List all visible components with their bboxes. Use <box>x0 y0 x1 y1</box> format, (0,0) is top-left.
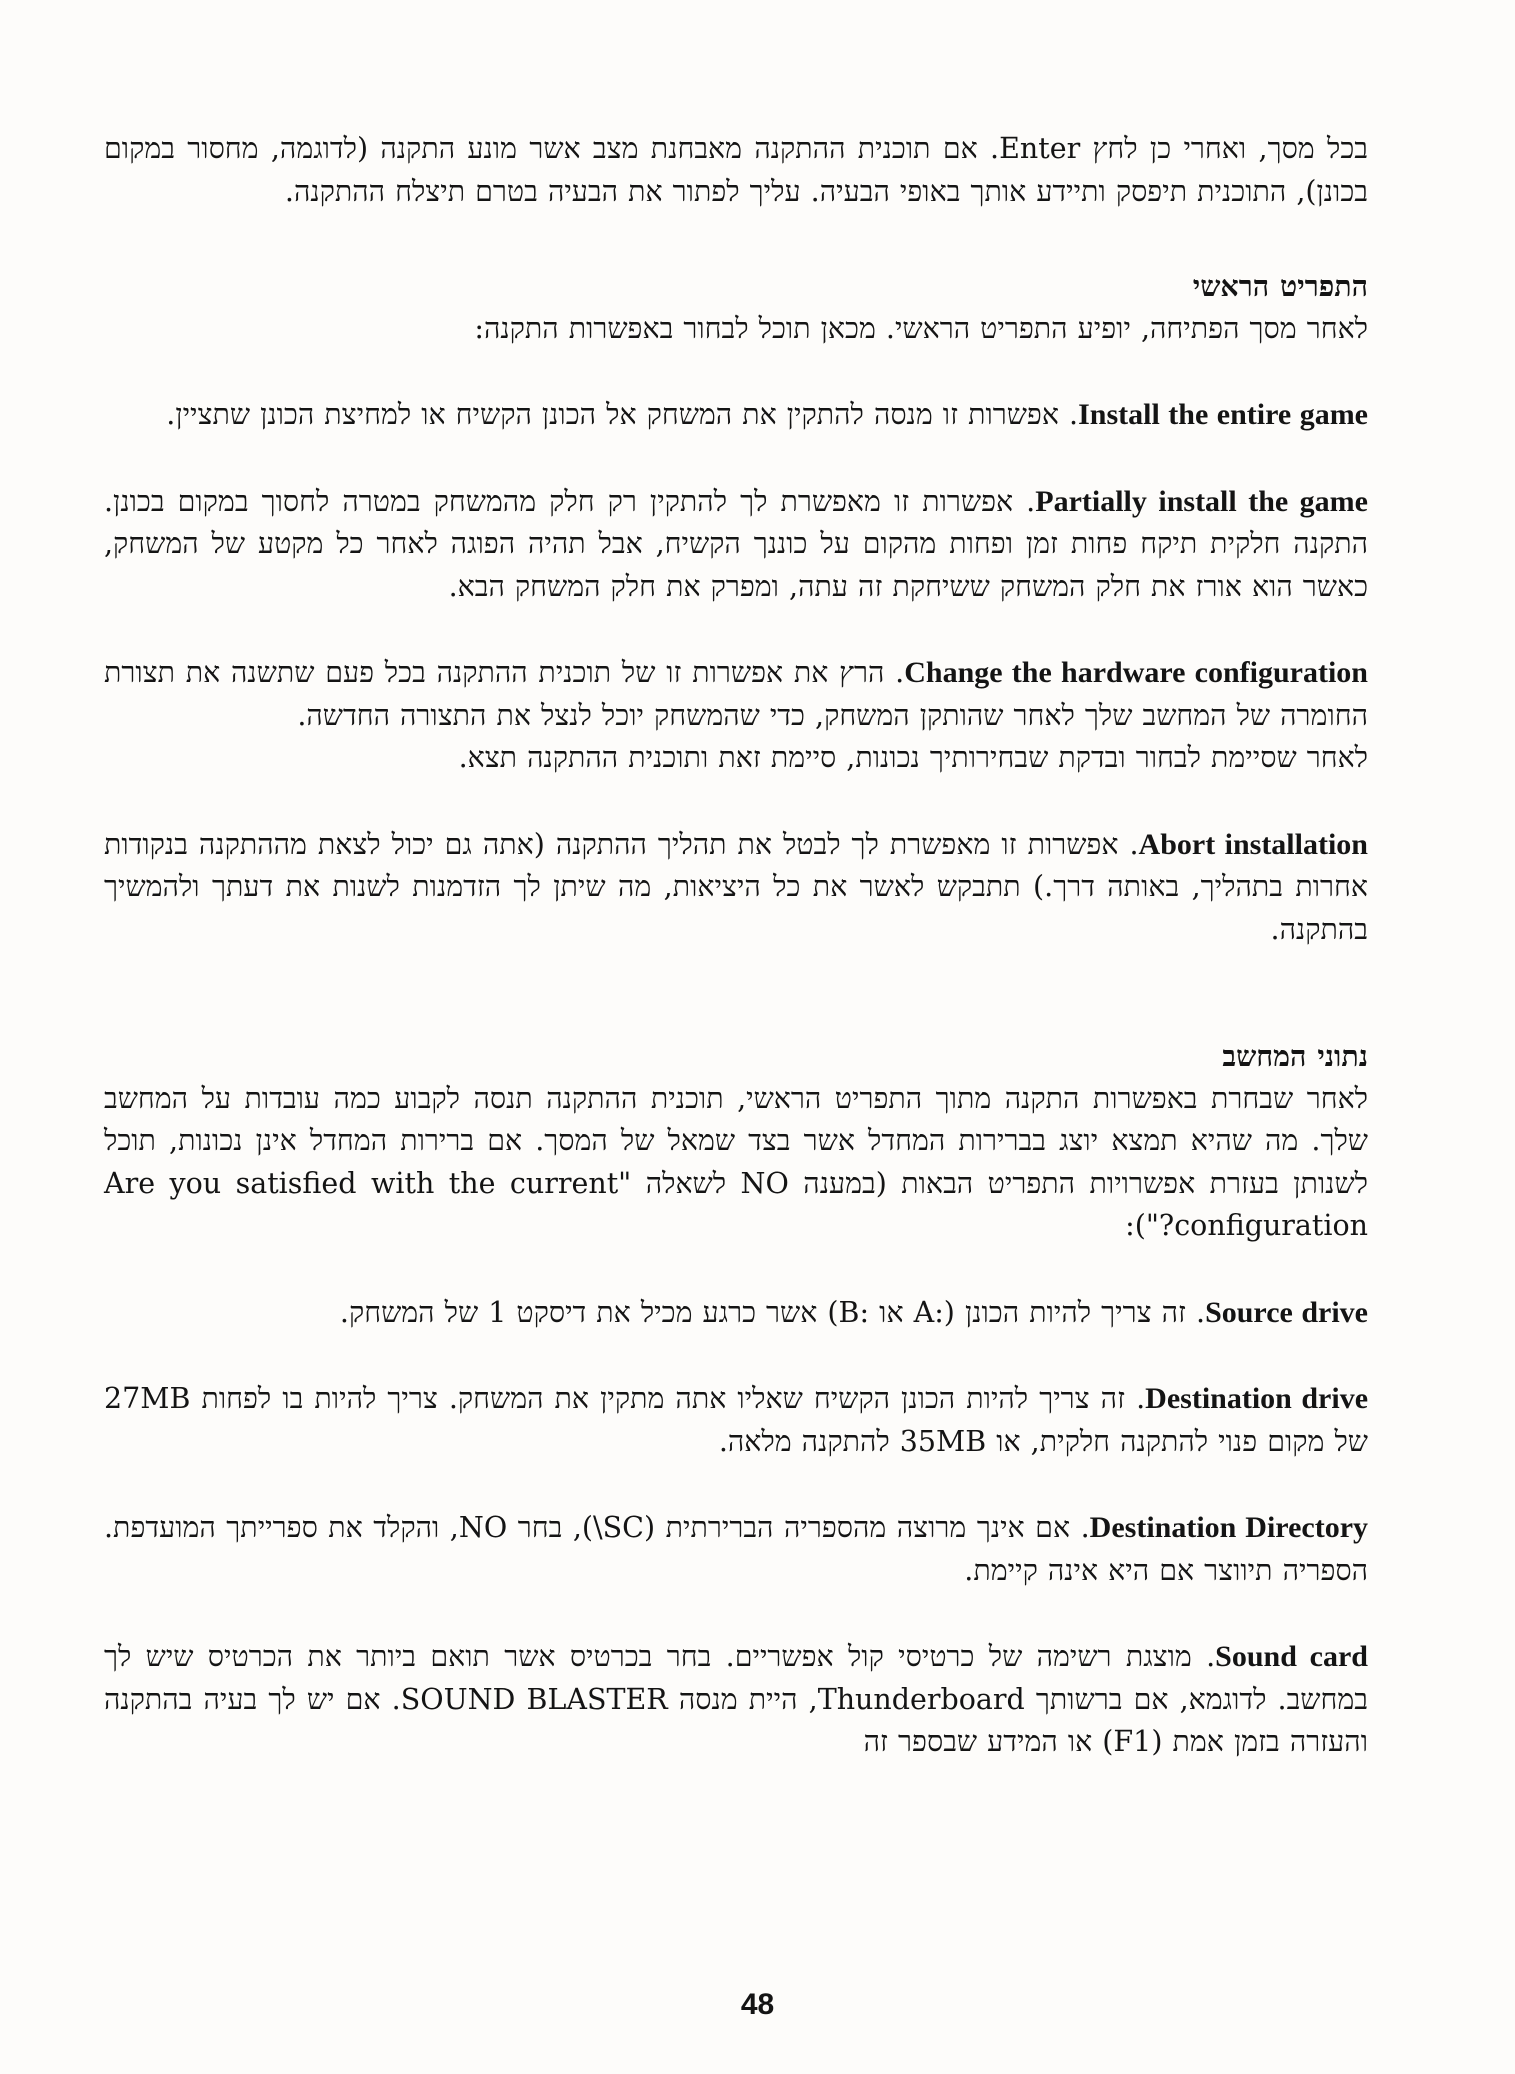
option-description: אפשרות זו מנסה להתקין את המשחק אל הכונן הקשיח או למחיצת הכונן שתציין. <box>166 398 1059 431</box>
option-description: אפשרות זו מאפשרת לך לבטל את תהליך ההתקנה (אתה גם יכול לצאת מההתקנה בנקודות אחרות בתהליך, באותה דרך.) תתבקש לאשר את כל היציאות, מה שיתן לך הזדמנות לשנות את דעתך ולהמשיך בהתקנה. <box>104 827 1368 946</box>
option-term: Destination Directory <box>1089 1511 1369 1544</box>
option-term: Sound card <box>1215 1640 1368 1673</box>
option-partial-install: Partially install the game. אפשרות זו מאפשרת לך להתקין רק חלק מהמשחק במטרה לחסוך במקום בכונן. התקנה חלקית תיקח פחות זמן ופחות מהקום על כוננך הקשיח, אבל תהיה הפוגה לאחר כל מקטע של המשחק, כאשר הוא אורז את חלק המשחק ששיחקת זה עתה, ומפרק את חלק המשחק הבא. <box>104 484 1368 603</box>
option-term: Change the hardware configuration <box>904 656 1368 689</box>
main-menu-intro: לאחר מסך הפתיחה, יופיע התפריט הראשי. מכאן תוכל לבחור באפשרות התקנה: <box>474 311 1368 345</box>
option-source-drive: Source drive. זה צריך להיות הכונן (:A או :B) אשר כרגע מכיל את דיסקט 1 של המשחק. <box>339 1295 1368 1329</box>
option-description: זה צריך להיות הכונן הקשיח שאליו אתה מתקין את המשחק. צריך להיות בו לפחות 27MB של מקום פנוי להתקנה חלקית, או 35MB להתקנה מלאה. <box>104 1382 1368 1458</box>
text-column <box>104 128 1368 1764</box>
option-description: אם אינך מרוצה מהספריה הברירתית (SC\), בחר NO, והקלד את ספרייתך המועדפת. הספריה תיווצר אם היא אינה קיימת. <box>104 1511 1368 1587</box>
option-abort-installation: Abort installation. אפשרות זו מאפשרת לך לבטל את תהליך ההתקנה (אתה גם יכול לצאת מההתקנה בנקודות אחרות בתהליך, באותה דרך.) תתבקש לאשר את כל היציאות, מה שיתן לך הזדמנות לשנות את דעתך ולהמשיך בהתקנה. <box>104 827 1368 946</box>
option-description: מוצגת רשימה של כרטיסי קול אפשריים. בחר בכרטיס אשר תואם ביותר את הכרטיס שיש לך במחשב. לדוגמא, אם ברשותך Thunderboard, היית מנסה SOUND BLASTER. אם יש לך בעיה בהתקנה והעזרה בזמן אמת (F1) או המידע שבספר זה <box>104 1640 1368 1758</box>
computer-data-heading: נתוני המחשב <box>1222 1039 1368 1073</box>
option-destination-directory: Destination Directory. אם אינך מרוצה מהספריה הברירתית (SC\), בחר NO, והקלד את ספרייתך המועדפת. הספריה תיווצר אם היא אינה קיימת. <box>104 1511 1369 1587</box>
option-term: Abort installation <box>1138 827 1368 861</box>
option-description: הרץ את אפשרות זו של תוכנית ההתקנה בכל פעם שתשנה את תצורת החומרה של המחשב שלך לאחר שהותקן המשחק, כדי שהמשחק יוכל לנצל את התצורה החדשה. <box>104 656 1368 732</box>
option-destination-drive: Destination drive. זה צריך להיות הכונן הקשיח שאליו אתה מתקין את המשחק. צריך להיות בו לפחות 27MB של מקום פנוי להתקנה חלקית, או 35MB להתקנה מלאה. <box>104 1382 1369 1458</box>
option-term: Source drive <box>1205 1295 1368 1329</box>
option-change-hardware: Change the hardware configuration. הרץ את אפשרות זו של תוכנית ההתקנה בכל פעם שתשנה את תצורת החומרה של המחשב שלך לאחר שהותקן המשחק, כדי שהמשחק יוכל לנצל את התצורה החדשה. <box>104 656 1368 732</box>
intro-paragraph: בכל מסך, ואחרי כן לחץ Enter. אם תוכנית ההתקנה מאבחנת מצב אשר מונע התקנה (לדוגמה, מחסור במקום בכונן), התוכנית תיפסק ותיידע אותך באופי הבעיה. עליך לפתור את הבעיה בטרם תיצלח ההתקנה. <box>104 132 1368 208</box>
option-term: Install the entire game <box>1078 398 1368 431</box>
computer-data-intro: לאחר שבחרת באפשרות התקנה מתוך התפריט הראשי, תוכנית ההתקנה תנסה לקבוע כמה עובדות על המחשב שלך. מה שהיא תמצא יוצג בברירות המחדל אשר בצד שמאל של המסך. אם ברירות המחדל אינן נכונות, תוכל לשנותן בעזרת אפשרויות התפריט הבאות (במענה NO לשאלה "Are you satisfied with the current configuration?"): <box>104 1081 1368 1242</box>
option-sound-card: Sound card. מוצגת רשימה של כרטיסי קול אפשריים. בחר בכרטיס אשר תואם ביותר את הכרטיס שיש לך במחשב. לדוגמא, אם ברשותך Thunderboard, היית מנסה SOUND BLASTER. אם יש לך בעיה בהתקנה והעזרה בזמן אמת (F1) או המידע שבספר זה <box>104 1640 1368 1758</box>
page-number: 48 <box>740 1988 775 2021</box>
option-term: Partially install the game <box>1035 484 1368 518</box>
option-change-hardware-followup: לאחר שסיימת לבחור ובדקת שבחירותיך נכונות, סיימת זאת ותוכנית ההתקנה תצא. <box>458 741 1368 774</box>
option-term: Destination drive <box>1145 1382 1369 1415</box>
option-description: זה צריך להיות הכונן (:A או :B) אשר כרגע מכיל את דיסקט 1 של המשחק. <box>339 1295 1186 1329</box>
option-description: אפשרות זו מאפשרת לך להתקין רק חלק מהמשחק במטרה לחסוך במקום בכונן. התקנה חלקית תיקח פחות זמן ופחות מהקום על כוננך הקשיח, אבל תהיה הפוגה לאחר כל מקטע של המשחק, כאשר הוא אורז את חלק המשחק ששיחקת זה עתה, ומפרק את חלק המשחק הבא. <box>104 484 1368 603</box>
option-install-entire: Install the entire game. אפשרות זו מנסה להתקין את המשחק אל הכונן הקשיח או למחיצת הכונן שתציין. <box>166 398 1368 431</box>
main-menu-heading: התפריט הראשי <box>1192 269 1368 303</box>
